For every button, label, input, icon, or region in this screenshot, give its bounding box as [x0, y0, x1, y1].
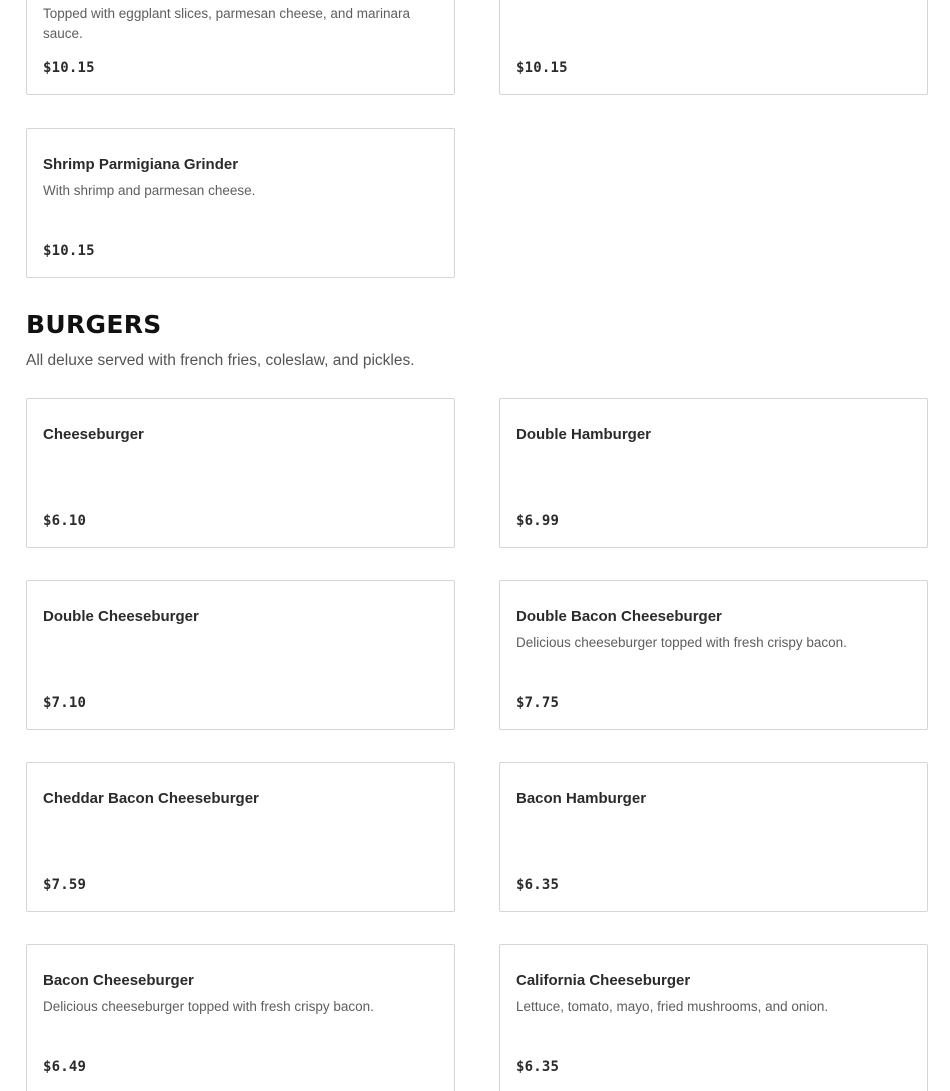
- item-description: Topped with eggplant slices, parmesan cheese, and marinara sauce.: [43, 6, 410, 41]
- item-price: $10.15: [43, 243, 95, 259]
- item-price: $7.10: [43, 695, 87, 711]
- menu-item-card[interactable]: [499, 944, 928, 1091]
- item-description: Delicious cheeseburger topped with fresh crispy bacon.: [516, 635, 847, 650]
- menu-item-card[interactable]: [499, 580, 928, 730]
- item-name: Bacon Cheeseburger: [43, 972, 194, 989]
- item-price: $6.35: [516, 877, 560, 893]
- item-name: Double Bacon Cheeseburger: [516, 608, 722, 625]
- item-price: $7.75: [516, 695, 560, 711]
- section-title: BURGERS: [26, 310, 162, 339]
- section-subtitle: All deluxe served with french fries, coleslaw, and pickles.: [26, 352, 415, 369]
- item-price: $10.15: [516, 60, 568, 76]
- item-price: $6.35: [516, 1059, 560, 1075]
- item-price: $6.49: [43, 1059, 87, 1075]
- item-price: $7.59: [43, 877, 87, 893]
- menu-item-card[interactable]: [26, 128, 455, 278]
- item-price: $10.15: [43, 60, 95, 76]
- item-name: Bacon Hamburger: [516, 790, 647, 807]
- item-price: $6.10: [43, 513, 87, 529]
- menu-item-card[interactable]: [499, 0, 928, 95]
- menu-item-card[interactable]: [26, 944, 455, 1091]
- menu-item-card[interactable]: [26, 0, 455, 95]
- menu-item-card[interactable]: [499, 398, 928, 548]
- menu-item-card[interactable]: [499, 762, 928, 912]
- item-description: Delicious cheeseburger topped with fresh crispy bacon.: [43, 999, 374, 1014]
- menu-item-card[interactable]: [26, 398, 455, 548]
- item-name: Cheeseburger: [43, 426, 144, 443]
- item-name: Double Hamburger: [516, 426, 652, 443]
- menu-item-card[interactable]: [26, 580, 455, 730]
- item-name: Cheddar Bacon Cheeseburger: [43, 790, 259, 807]
- item-price: $6.99: [516, 513, 560, 529]
- item-name: Shrimp Parmigiana Grinder: [43, 156, 239, 173]
- item-description: With shrimp and parmesan cheese.: [43, 183, 256, 198]
- item-name: Double Cheeseburger: [43, 608, 199, 625]
- item-name: California Cheeseburger: [516, 972, 691, 989]
- menu-item-card[interactable]: [26, 762, 455, 912]
- item-description: Lettuce, tomato, mayo, fried mushrooms, and onion.: [516, 999, 829, 1014]
